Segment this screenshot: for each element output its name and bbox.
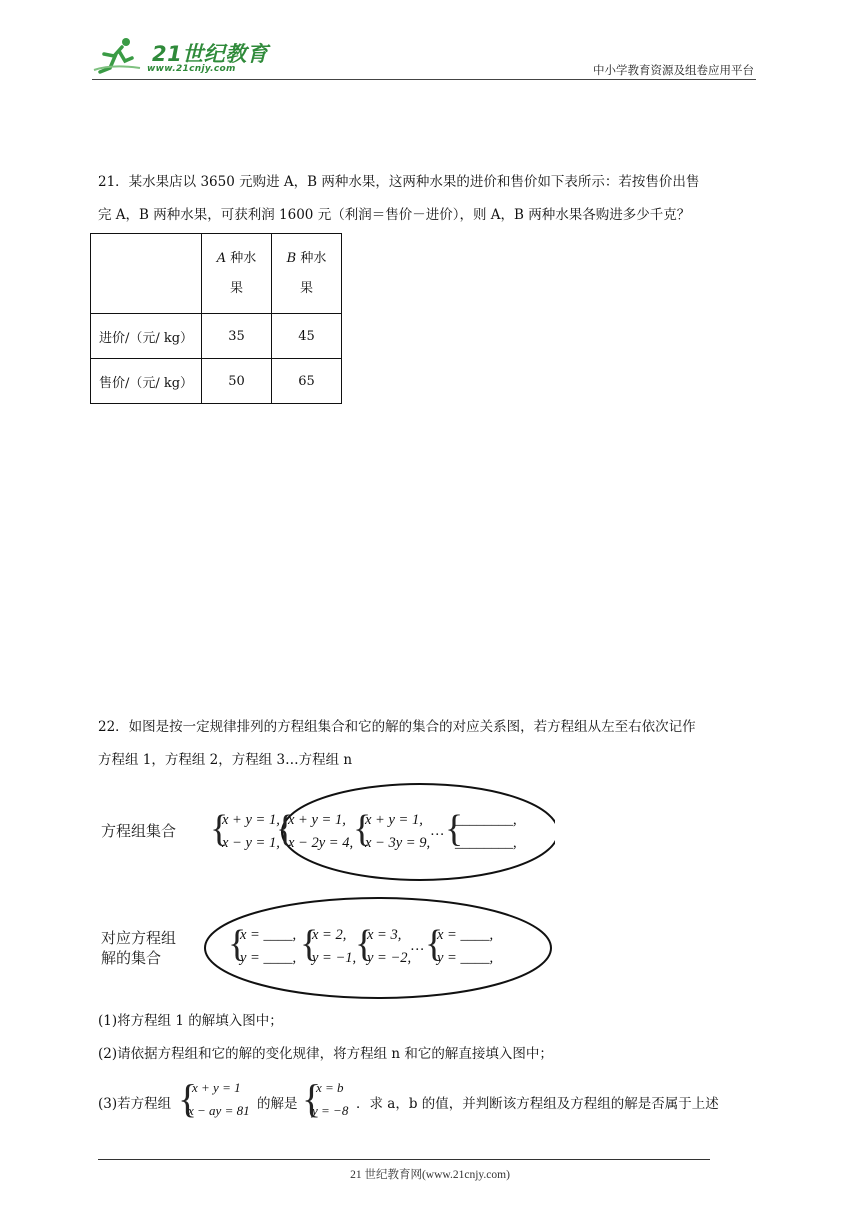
left-brace-icon: {: [228, 923, 247, 965]
solution-set-label-2: 解的集合: [101, 949, 162, 967]
footer-text: 21 世纪教育网(www.21cnjy.com): [350, 1169, 510, 1181]
left-brace-icon: {: [276, 808, 295, 850]
cell-b: 45: [272, 314, 342, 359]
ellipsis: …: [410, 938, 425, 954]
equation-set-label: 方程组集合: [101, 822, 177, 840]
left-brace-icon: {: [425, 923, 444, 965]
left-brace-icon: {: [353, 808, 372, 850]
eq1-top: x + y = 1,: [222, 812, 280, 828]
sol3-top: x = 3,: [367, 927, 402, 943]
part3-sys-bottom: x − ay = 81: [188, 1103, 250, 1118]
part3-sol-bottom: y = −8: [312, 1103, 349, 1118]
left-brace-icon: {: [302, 1076, 322, 1121]
sol2-bottom: y = −1,: [312, 950, 357, 966]
col-b-label-2: 果: [299, 280, 313, 296]
q22-part2: (2)请依据方程组和它的解的变化规律，将方程组 n 和它的解直接填入图中；: [98, 1046, 553, 1062]
cell-b: 65: [272, 359, 342, 404]
cell-a: 50: [202, 359, 272, 404]
ellipsis: …: [430, 823, 445, 839]
col-a-label-2: 果: [229, 280, 243, 296]
q22-line1: 22．如图是按一定规律排列的方程组集合和它的解的集合的对应关系图，若方程组从左至右依次记作: [98, 719, 696, 735]
q22-part3-mid: 的解是: [257, 1096, 298, 1112]
left-brace-icon: {: [355, 923, 374, 965]
row-label: 进价/（元/ kg）: [91, 314, 202, 359]
q21-line2: 完 A，B 两种水果，可获利润 1600 元（利润＝售价－进价），则 A，B 两种水果各购进多少千克？: [98, 207, 691, 223]
logo-text: 21世纪教育: [152, 42, 269, 66]
footer-divider: [98, 1159, 710, 1160]
table-corner-cell: [91, 234, 202, 314]
price-table: [90, 233, 342, 404]
q22-part3-pre: (3)若方程组: [98, 1096, 172, 1112]
q22-line2: 方程组 1，方程组 2，方程组 3…方程组 n: [98, 752, 353, 768]
sol1-bottom: y = ____,: [240, 950, 297, 966]
soln-bottom: y = ____,: [437, 950, 494, 966]
left-brace-icon: {: [178, 1076, 198, 1121]
header-divider: [92, 79, 756, 80]
left-brace-icon: {: [210, 808, 229, 850]
eq2-bottom: x − 2y = 4,: [288, 835, 354, 851]
table-col-a-header: A 种水 果: [202, 234, 272, 314]
left-brace-icon: {: [445, 808, 464, 850]
part3-sol-top: x = b: [316, 1080, 344, 1095]
solution-set-label-1: 对应方程组: [101, 929, 177, 947]
blank-eq-bottom: ________,: [455, 835, 517, 851]
table-row: [91, 314, 342, 359]
sol3-bottom: y = −2,: [367, 950, 412, 966]
left-brace-icon: {: [300, 923, 319, 965]
sol1-top: x = ____,: [240, 927, 297, 943]
q22-part1: (1)将方程组 1 的解填入图中；: [98, 1013, 283, 1029]
eq2-top: x + y = 1,: [288, 812, 346, 828]
q21-line1: 21．某水果店以 3650 元购进 A，B 两种水果，这两种水果的进价和售价如下表所示：若按售价出售: [98, 174, 700, 190]
soln-top: x = ____,: [437, 927, 494, 943]
part3-sys-top: x + y = 1: [192, 1080, 241, 1095]
table-col-b-header: B 种水 果: [272, 234, 342, 314]
eq3-bottom: x − 3y = 9,: [365, 835, 431, 851]
solution-set-ellipse: [205, 898, 551, 998]
table-header-row: [91, 234, 342, 314]
row-label: 售价/（元/ kg）: [91, 359, 202, 404]
header-platform-text: 中小学教育资源及组卷应用平台: [593, 63, 754, 77]
table-row: [91, 359, 342, 404]
cell-a: 35: [202, 314, 272, 359]
q22-part3-post: ．求 a，b 的值，并判断该方程组及方程组的解是否属于上述: [356, 1096, 719, 1112]
eq1-bottom: x − y = 1,: [222, 835, 280, 851]
runner-icon: [94, 38, 140, 72]
equation-set-ellipse: [282, 784, 555, 880]
logo-url: www.21cnjy.com: [147, 64, 236, 74]
blank-eq-top: ________,: [455, 812, 517, 828]
eq3-top: x + y = 1,: [365, 812, 423, 828]
sol2-top: x = 2,: [312, 927, 347, 943]
